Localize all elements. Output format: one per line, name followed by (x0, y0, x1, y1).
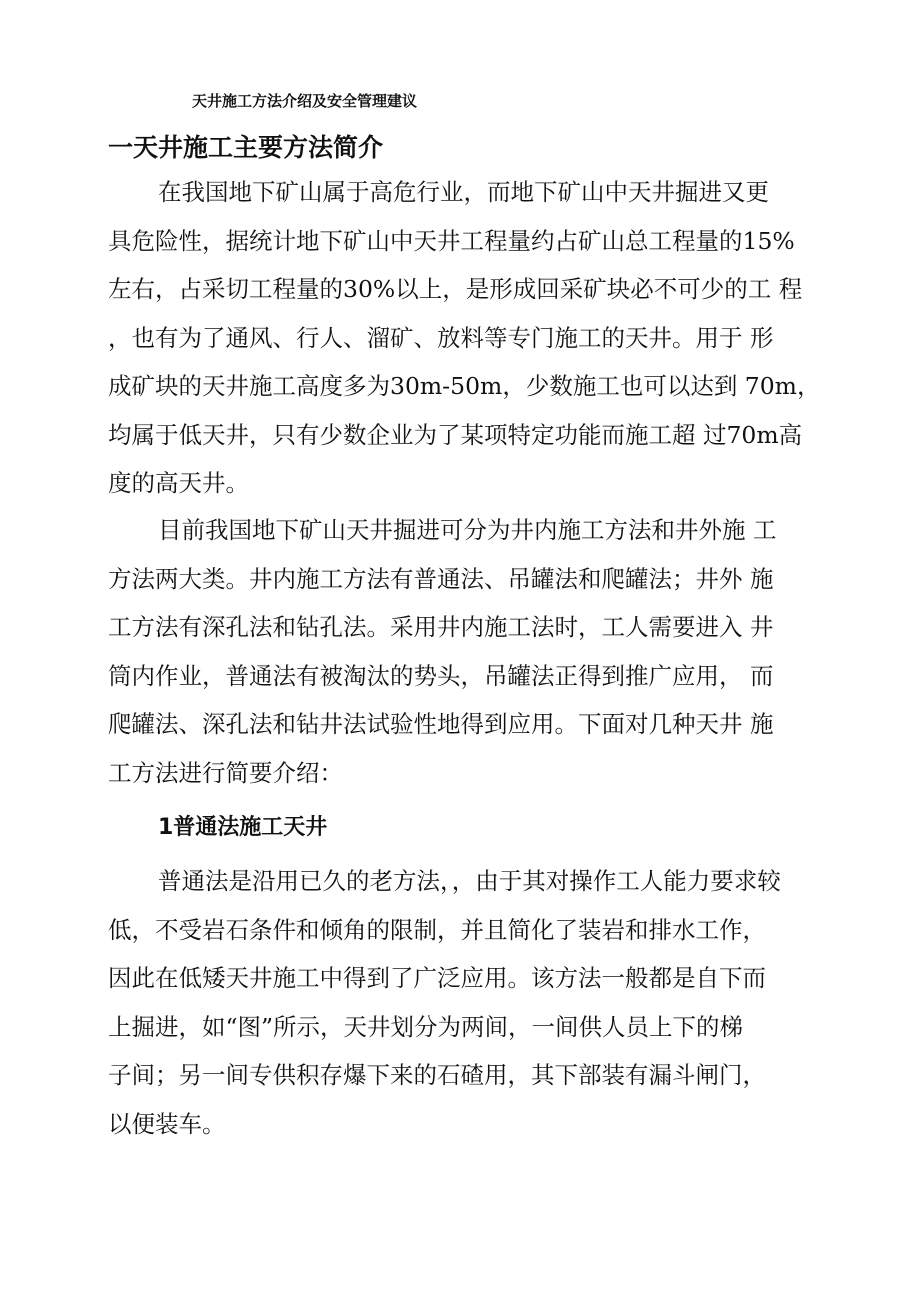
paragraph-ordinary-method (108, 857, 828, 1148)
paragraph-line: 均属于低天井，只有少数企业为了某项特定功能而施工超 过70m高 (108, 420, 803, 449)
paragraph-line: 成矿块的天井施工高度多为30m-50m，少数施工也可以达到 70m， (108, 372, 821, 400)
paragraph-intro (108, 168, 828, 508)
paragraph-line: 低，不受岩石条件和倾角的限制，并且简化了装岩和排水工作， (108, 915, 766, 944)
paragraph-line: 工方法有深孔法和钻孔法。采用井内施工法时，工人需要进入 井 (108, 613, 774, 641)
document-title: 天井施工方法介绍及安全管理建议 (192, 92, 418, 110)
paragraph-line: 筒内作业，普通法有被淘汰的势头，吊罐法正得到推广应用， 而 (108, 661, 774, 690)
paragraph-line: 爬罐法、深孔法和钻井法试验性地得到应用。下面对几种天井 施 (108, 710, 774, 738)
paragraph-line: 在我国地下矿山属于高危行业，而地下矿山中天井掘进又更 (158, 178, 769, 206)
paragraph-line: 以便装车。 (108, 1109, 226, 1138)
paragraph-line: ，也有为了通风、行人、溜矿、放料等专门施工的天井。用于 形 (108, 323, 774, 352)
section-heading-ordinary-method: 1普通法施工天井 (158, 815, 328, 840)
paragraph-line: 普通法是沿用已久的老方法，，由于其对操作工人能力要求较 (158, 867, 781, 895)
paragraph-line: 子间；另一间专供积存爆下来的石碴用，其下部装有漏斗闸门， (108, 1061, 766, 1089)
paragraph-line: 具危险性，据统计地下矿山中天井工程量约占矿山总工程量的15% (108, 226, 795, 255)
paragraph-method-classification (108, 506, 828, 797)
paragraph-line: 目前我国地下矿山天井掘进可分为井内施工方法和井外施 工 (158, 516, 777, 544)
paragraph-line: 度的高天井。 (108, 469, 249, 497)
paragraph-line: 工方法进行简要介绍： (108, 758, 343, 787)
paragraph-line: 因此在低矮天井施工中得到了广泛应用。该方法一般都是自下而 (108, 964, 766, 992)
section-heading-methods-overview: 一天井施工主要方法简介 (108, 133, 384, 162)
paragraph-line: 上掘进，如“图”所示，天井划分为两间，一间供人员上下的梯 (108, 1012, 744, 1041)
paragraph-line: 左右，占采切工程量的30%以上，是形成回采矿块必不可少的工 程 (108, 275, 803, 303)
paragraph-line: 方法两大类。井内施工方法有普通法、吊罐法和爬罐法；井外 施 (108, 564, 774, 593)
